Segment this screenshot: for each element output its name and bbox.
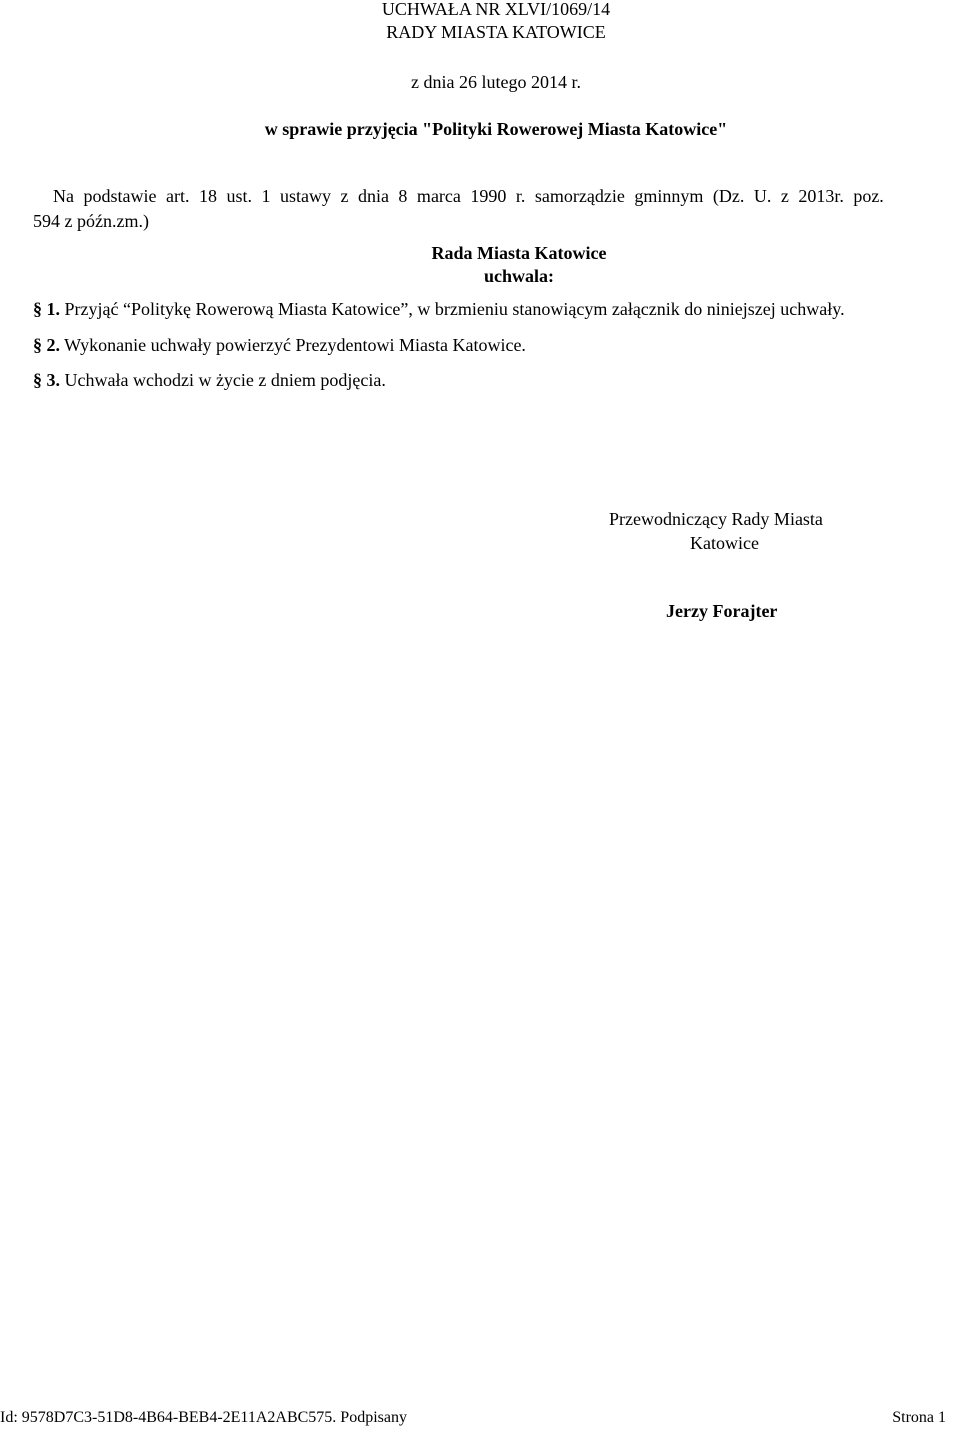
document-id: Id: 9578D7C3-51D8-4B64-BEB4-2E11A2ABC575. Podpisany [0,1409,407,1426]
council-name: RADY MIASTA KATOWICE [386,22,606,42]
signatory-role-line-1: Przewodniczący Rady Miasta [609,509,823,529]
council-heading: Rada Miasta Katowice [431,243,607,263]
legal-basis-line-2: 594 z późn.zm.) [33,211,149,231]
paragraph-2 [33,333,526,357]
legal-basis-line-1: Na podstawie art. 18 ust. 1 ustawy z dnia 8 marca 1990 r. samorządzie gminnym (Dz. U. z 2013r. poz. [53,186,884,206]
resolution-date: z dnia 26 lutego 2014 r. [411,72,581,92]
paragraph-text: Wykonanie uchwały powierzyć Prezydentowi Miasta Katowice. [60,335,526,355]
paragraph-label: § 1. [33,299,60,319]
page-number: Strona 1 [892,1409,946,1426]
decides-heading: uchwala: [483,266,554,286]
paragraph-text: Uchwała wchodzi w życie z dniem podjęcia. [60,370,386,390]
paragraph-1 [33,297,845,321]
resolution-subject: w sprawie przyjęcia "Polityki Rowerowej Miasta Katowice" [264,119,728,139]
signatory-role-line-2: Katowice [690,533,759,553]
paragraph-label: § 2. [33,335,60,355]
signatory-name: Jerzy Forajter [666,601,778,621]
paragraph-3 [33,368,386,392]
resolution-number: UCHWAŁA NR XLVI/1069/14 [381,0,611,19]
paragraph-text: Przyjąć “Politykę Rowerową Miasta Katowice”, w brzmieniu stanowiącym załącznik do niniejszej uchwały. [60,299,845,319]
paragraph-label: § 3. [33,370,60,390]
